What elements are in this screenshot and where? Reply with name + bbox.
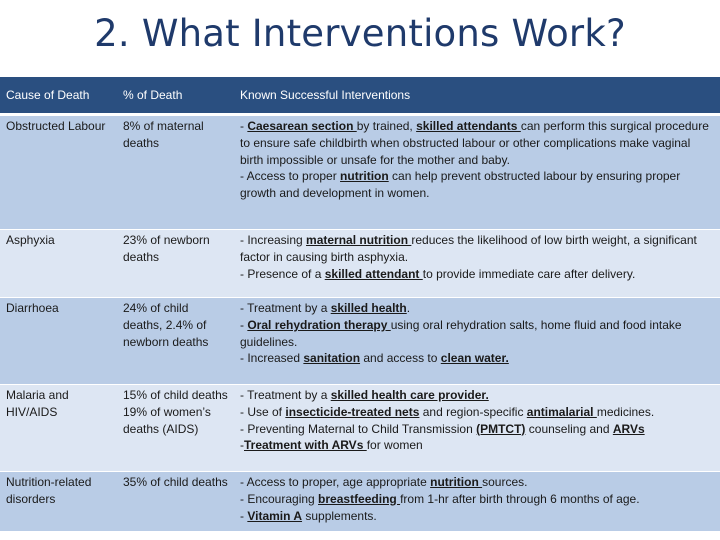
intervention-text: can perform this surgical procedure to ensure safe childbirth when obstructed labour or other complications make vaginal birth impossible or unsafe for the mother and baby.: [240, 119, 709, 167]
intervention-text: supplements.: [302, 508, 377, 523]
percent-line: 19% of women’s deaths (AIDS): [123, 404, 211, 436]
intervention-keyword: (PMTCT): [476, 421, 526, 436]
intervention-keyword: skilled health care provider.: [330, 388, 489, 402]
intervention-text: - Presence of a: [240, 266, 325, 281]
table-row: [0, 230, 720, 298]
interventions-cell: [234, 472, 720, 532]
intervention-text: - Increased: [240, 351, 304, 366]
cause-cell: Asphyxia: [0, 230, 117, 298]
intervention-text: - Access to proper: [240, 169, 341, 184]
percent-line: 23% of newborn deaths: [123, 233, 210, 264]
intervention-text: counseling and: [525, 421, 613, 436]
cause-cell: Nutrition-related disorders: [0, 472, 117, 532]
percent-line: 35% of child deaths: [123, 475, 228, 489]
interventions-table: [0, 77, 720, 532]
intervention-keyword: nutrition: [430, 475, 483, 489]
table-row: [0, 385, 720, 472]
intervention-line: [240, 300, 714, 317]
cause-cell: Obstructed Labour: [0, 116, 117, 230]
intervention-text: -: [240, 119, 248, 133]
intervention-text: sources.: [482, 475, 528, 489]
intervention-line: [240, 404, 714, 421]
intervention-text: and region-specific: [419, 404, 527, 419]
interventions-cell: [234, 116, 720, 230]
intervention-text: - Access to proper, age appropriate: [240, 475, 431, 489]
intervention-line: [240, 491, 714, 508]
intervention-keyword: nutrition: [340, 169, 389, 184]
interventions-cell: [234, 298, 720, 385]
intervention-line: [240, 266, 714, 283]
intervention-text: medicines.: [596, 404, 655, 419]
cause-cell: Diarrhoea: [0, 298, 117, 385]
intervention-text: - Treatment by a: [240, 388, 331, 402]
intervention-text: from 1-hr after birth through 6 months of age.: [400, 491, 640, 506]
intervention-keyword: insecticide-treated nets: [285, 404, 420, 419]
intervention-keyword: ARVs: [612, 421, 645, 436]
table-row: [0, 116, 720, 230]
intervention-text: .: [406, 301, 411, 315]
intervention-line: [240, 508, 714, 525]
intervention-line: [240, 317, 714, 351]
intervention-keyword: skilled attendant: [324, 266, 423, 281]
intervention-text: reduces the likelihood of low birth weight, a significant factor in causing birth asphyxia.: [240, 233, 697, 264]
intervention-line: [240, 350, 714, 367]
intervention-text: - Preventing Maternal to Child Transmission: [240, 421, 477, 436]
intervention-text: using oral rehydration salts, home fluid and food intake guidelines.: [240, 317, 682, 349]
intervention-line: [240, 437, 714, 454]
intervention-line: [240, 118, 714, 168]
percent-cell: [117, 230, 234, 298]
intervention-line: [240, 421, 714, 438]
intervention-text: for women: [366, 438, 423, 453]
percent-line: 24% of child deaths, 2.4% of newborn deaths: [123, 301, 209, 349]
intervention-text: -: [240, 508, 248, 523]
page-title: 2. What Interventions Work?: [94, 12, 626, 55]
percent-cell: [117, 116, 234, 230]
intervention-keyword: clean water.: [440, 351, 509, 366]
intervention-text: - Increasing: [240, 233, 307, 247]
intervention-keyword: antimalarial: [526, 404, 597, 419]
header-cause: Cause of Death: [0, 77, 117, 116]
intervention-text: - Treatment by a: [240, 301, 331, 315]
intervention-line: [240, 387, 714, 404]
intervention-line: [240, 232, 714, 266]
cause-cell: Malaria and HIV/AIDS: [0, 385, 117, 472]
percent-cell: [117, 298, 234, 385]
intervention-keyword: breastfeeding: [318, 491, 401, 506]
intervention-keyword: Treatment with ARVs: [244, 438, 367, 453]
percent-cell: [117, 472, 234, 532]
interventions-cell: [234, 385, 720, 472]
intervention-text: -: [240, 317, 248, 332]
table-row: [0, 472, 720, 532]
intervention-text: and access to: [360, 351, 441, 366]
intervention-text: can help prevent obstructed labour by ensuring proper growth and development in women.: [240, 169, 681, 201]
intervention-text: - Use of: [240, 404, 286, 419]
intervention-keyword: skilled health: [330, 301, 407, 315]
intervention-keyword: sanitation: [303, 351, 361, 366]
percent-line: 15% of child deaths: [123, 388, 228, 402]
intervention-text: to provide immediate care after delivery.: [422, 266, 636, 281]
intervention-keyword: Vitamin A: [247, 508, 303, 523]
interventions-cell: [234, 230, 720, 298]
intervention-keyword: Oral rehydration therapy: [247, 317, 391, 332]
intervention-line: [240, 168, 714, 202]
header-percent: % of Death: [117, 77, 234, 116]
intervention-text: by trained,: [356, 119, 417, 133]
table-row: [0, 298, 720, 385]
table-header-row: [0, 77, 720, 116]
intervention-text: -: [240, 438, 244, 453]
intervention-keyword: skilled attendants: [416, 119, 521, 133]
intervention-keyword: Caesarean section: [247, 119, 357, 133]
intervention-keyword: maternal nutrition: [306, 233, 412, 247]
header-interventions: Known Successful Interventions: [234, 77, 720, 116]
percent-line: 8% of maternal deaths: [123, 119, 204, 150]
intervention-text: - Encouraging: [240, 491, 319, 506]
intervention-line: [240, 474, 714, 491]
percent-cell: [117, 385, 234, 472]
